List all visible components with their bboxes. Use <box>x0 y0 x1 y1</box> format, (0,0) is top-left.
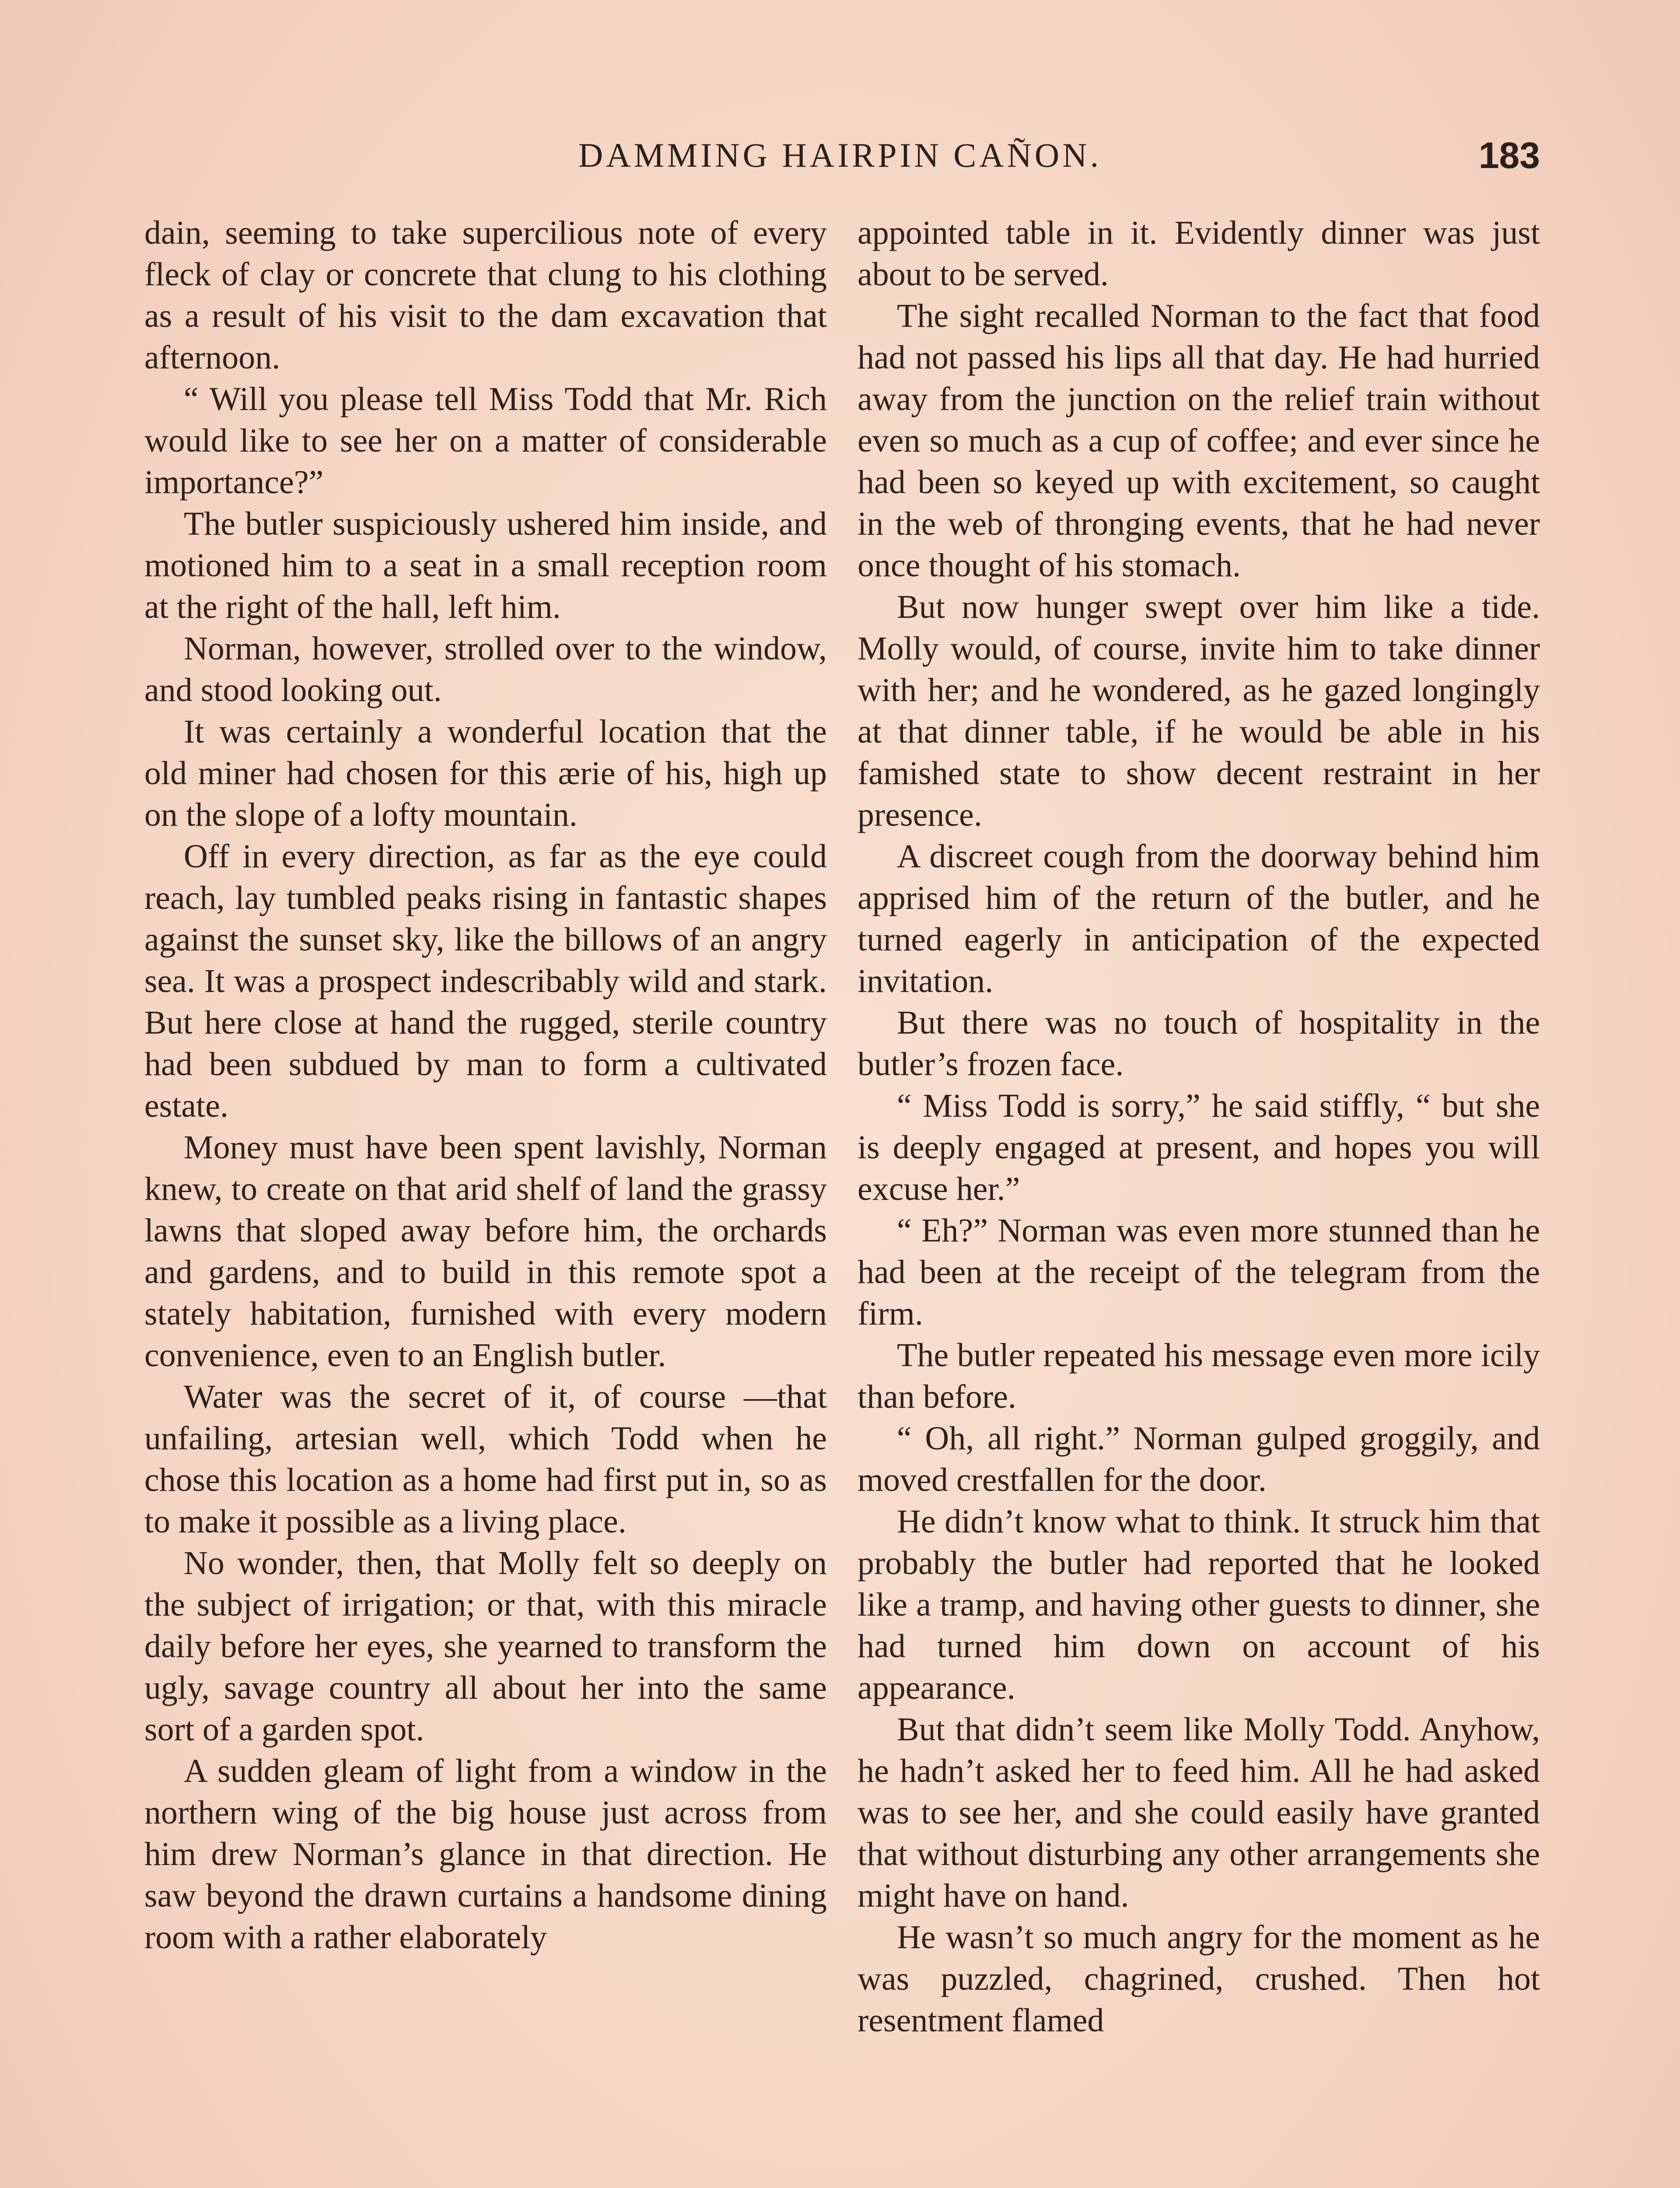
running-head <box>131 129 1549 182</box>
paragraph: He didn’t know what to think. It struck him that probably the butler had reported that he looked like a tramp, and having other guests to dinner, she had turned him down on account of his appearance. <box>858 1503 1540 1706</box>
paragraph: dain, seeming to take supercilious note of every fleck of clay or concrete that clung to his clothing as a result of his visit to the dam excavation that afternoon. <box>144 214 827 376</box>
paragraph: The butler suspiciously ushered him inside, and motioned him to a seat in a small reception room at the right of the hall, left him. <box>144 505 827 625</box>
paragraph: Water was the secret of it, of course —that unfailing, artesian well, which Todd when he chose this location as a home had first put in, so as to make it possible as a living place. <box>144 1378 827 1540</box>
left-column <box>144 212 827 1958</box>
paragraph: It was certainly a wonderful location that the old miner had chosen for this ærie of his, high up on the slope of a lofty mountain. <box>144 713 827 833</box>
paragraph: A sudden gleam of light from a window in the northern wing of the big house just across from him drew Norman’s glance in that direction. He saw beyond the drawn curtains a handsome dining room with a rather elaborately <box>144 1753 827 1956</box>
paragraph: The butler repeated his message even more icily than before. <box>858 1337 1540 1415</box>
paragraph: “ Miss Todd is sorry,” he said stiffly, “ but she is deeply engaged at present, and hopes you will excuse her.” <box>858 1087 1540 1207</box>
paragraph: The sight recalled Norman to the fact that food had not passed his lips all that day. He had hurried away from the junction on the relief train without even so much as a cup of coffee; and ever since he had been so keyed up with excitement, so caught in the web of thronging events, that he had never once thought of his stomach. <box>858 298 1540 584</box>
paragraph: “ Will you please tell Miss Todd that Mr. Rich would like to see her on a matter of considerable importance?” <box>144 381 827 501</box>
page-number: 183 <box>1478 135 1540 176</box>
paragraph: But there was no touch of hospitality in the butler’s frozen face. <box>858 1004 1540 1083</box>
paragraph: appointed table in it. Evidently dinner was just about to be served. <box>858 214 1540 293</box>
running-title: DAMMING HAIRPIN CAÑON. <box>578 136 1102 174</box>
paragraph: Money must have been spent lavishly, Norman knew, to create on that arid shelf of land the grassy lawns that sloped away before him, the orchards and gardens, and to build in this remote spot a stately habitation, furnished with every modern convenience, even to an English butler. <box>144 1129 827 1374</box>
paragraph: A discreet cough from the doorway behind him apprised him of the return of the butler, and he turned eagerly in anticipation of the expected invitation. <box>858 838 1540 999</box>
right-column <box>858 212 1540 2041</box>
paragraph: Norman, however, strolled over to the window, and stood looking out. <box>144 630 827 708</box>
paragraph: “ Oh, all right.” Norman gulped groggily, and moved crestfallen for the door. <box>858 1420 1540 1498</box>
paragraph: “ Eh?” Norman was even more stunned than he had been at the receipt of the telegram from the firm. <box>858 1212 1540 1332</box>
paragraph: No wonder, then, that Molly felt so deeply on the subject of irrigation; or that, with this miracle daily before her eyes, she yearned to transform the ugly, savage country all about her into the same sort of a garden spot. <box>144 1545 827 1748</box>
paragraph: Off in every direction, as far as the eye could reach, lay tumbled peaks rising in fantastic shapes against the sunset sky, like the billows of an angry sea. It was a prospect indescribably wild and stark. But here close at hand the rugged, sterile country had been subdued by man to form a cultivated estate. <box>144 838 827 1124</box>
paragraph: But that didn’t seem like Molly Todd. Anyhow, he hadn’t asked her to feed him. All he had asked was to see her, and she could easily have granted that without disturbing any other arrangements she might have on hand. <box>858 1711 1540 1914</box>
paragraph: But now hunger swept over him like a tide. Molly would, of course, invite him to take dinner with her; and he wondered, as he gazed longingly at that dinner table, if he would be able in his famished state to show decent restraint in her presence. <box>858 589 1540 833</box>
paragraph: He wasn’t so much angry for the moment as he was puzzled, chagrined, crushed. Then hot resentment flamed <box>858 1919 1540 2039</box>
